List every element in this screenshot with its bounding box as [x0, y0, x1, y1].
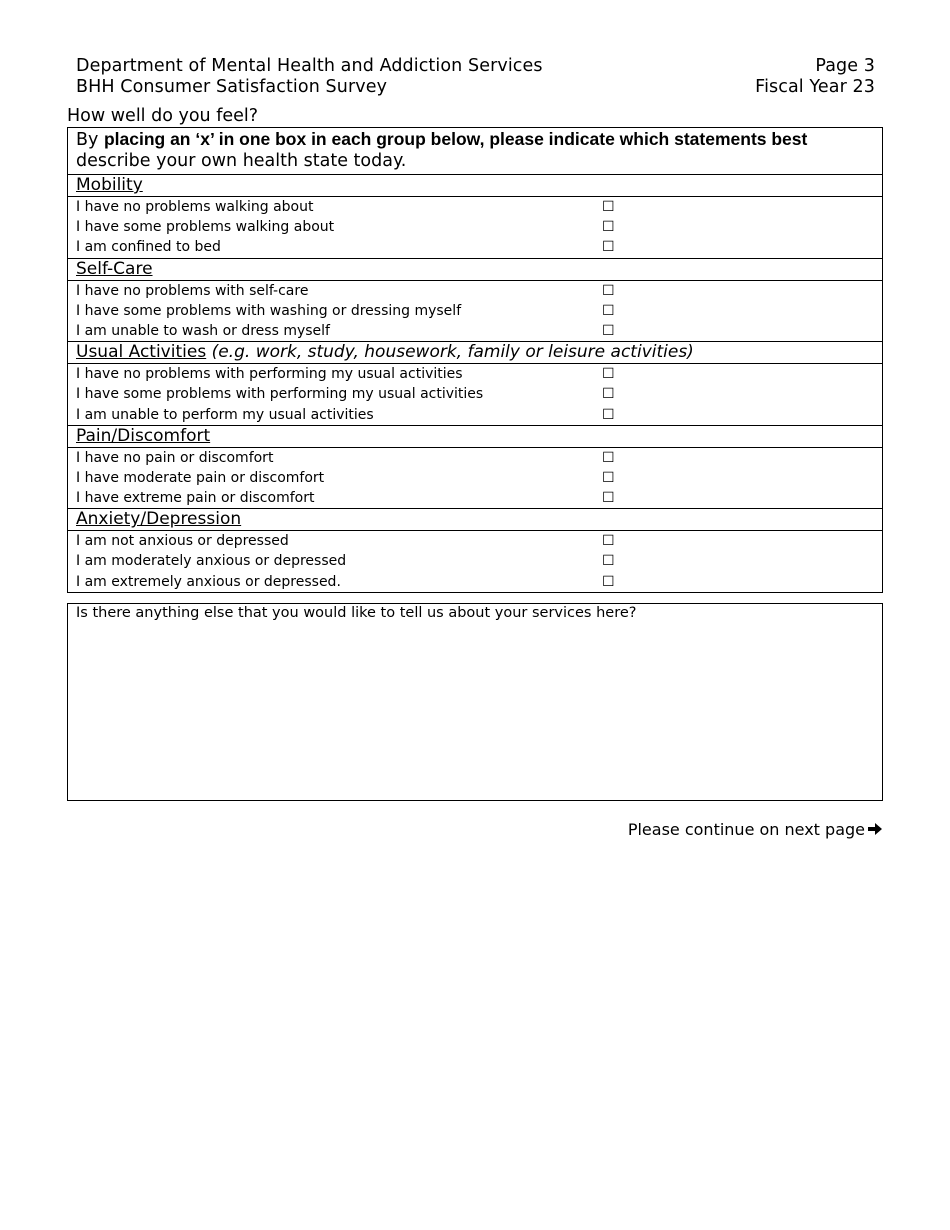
option-checkbox[interactable]: ☐	[602, 366, 615, 383]
fiscal-year: Fiscal Year 23	[755, 77, 875, 97]
option-checkbox[interactable]: ☐	[602, 406, 615, 423]
option-label: I am unable to wash or dress myself	[76, 322, 330, 339]
option-row	[68, 488, 882, 508]
comment-box[interactable]	[67, 603, 883, 801]
option-checkbox[interactable]: ☐	[602, 282, 615, 299]
dimension-header-anxiety-depression	[68, 509, 883, 531]
instructions-bold: placing an ‘x’ in one box in each group below, please indicate which statements best	[103, 129, 808, 149]
dimension-name: Anxiety/Depression	[76, 509, 242, 530]
health-state-table	[67, 127, 883, 593]
survey-name: BHH Consumer Satisfaction Survey	[76, 77, 388, 97]
option-checkbox[interactable]: ☐	[602, 219, 615, 236]
option-row	[68, 321, 882, 341]
option-checkbox[interactable]: ☐	[602, 322, 615, 339]
option-label: I have some problems walking about	[76, 219, 335, 236]
dimension-header-mobility	[68, 175, 883, 197]
option-label: I have moderate pain or discomfort	[76, 469, 325, 486]
option-checkbox[interactable]: ☐	[602, 199, 615, 215]
comment-prompt: Is there anything else that you would like to tell us about your services here?	[76, 605, 637, 621]
option-checkbox[interactable]: ☐	[602, 386, 615, 403]
option-row	[68, 551, 882, 571]
option-checkbox[interactable]: ☐	[602, 490, 615, 507]
option-row	[68, 448, 882, 468]
instructions-lead: By	[76, 130, 99, 150]
dimension-options-mobility	[68, 197, 883, 259]
option-label: I have extreme pain or discomfort	[76, 490, 315, 507]
option-label: I have no problems with performing my usual activities	[76, 366, 463, 383]
department-name: Department of Mental Health and Addiction Services	[76, 56, 543, 76]
dimension-name: Mobility	[76, 175, 143, 195]
option-checkbox[interactable]: ☐	[602, 553, 615, 570]
dimension-options-pain-discomfort	[68, 447, 883, 509]
dimension-header-pain-discomfort	[68, 425, 883, 447]
option-label: I have some problems with washing or dressing myself	[76, 302, 462, 319]
option-checkbox[interactable]: ☐	[602, 573, 615, 590]
option-checkbox[interactable]: ☐	[602, 302, 615, 319]
option-label: I am extremely anxious or depressed.	[76, 573, 341, 590]
option-row	[68, 217, 882, 237]
header-left	[76, 56, 543, 98]
option-label: I have no problems walking about	[76, 199, 314, 215]
dimension-options-self-care	[68, 280, 883, 342]
option-row	[68, 405, 882, 425]
option-label: I am moderately anxious or depressed	[76, 553, 347, 570]
option-checkbox[interactable]: ☐	[602, 533, 615, 550]
dimension-header-self-care	[68, 258, 883, 280]
continue-note	[628, 820, 883, 840]
option-label: I have no pain or discomfort	[76, 449, 274, 466]
dimension-note: (e.g. work, study, housework, family or leisure activities)	[211, 342, 694, 363]
option-row	[68, 301, 882, 321]
option-label: I have some problems with performing my usual activities	[76, 386, 484, 403]
header-right	[755, 56, 875, 98]
option-row	[68, 237, 882, 257]
option-row	[68, 197, 882, 217]
option-label: I am unable to perform my usual activities	[76, 406, 374, 423]
instructions-tail: describe your own health state today.	[76, 151, 407, 171]
option-checkbox[interactable]: ☐	[602, 449, 615, 466]
dimension-header-usual-activities	[68, 342, 883, 364]
option-row	[68, 468, 882, 488]
dimension-name: Self-Care	[76, 258, 153, 279]
option-label: I have no problems with self-care	[76, 282, 309, 299]
instructions	[68, 128, 883, 175]
option-label: I am not anxious or depressed	[76, 533, 289, 550]
dimension-options-anxiety-depression	[68, 531, 883, 593]
option-row	[68, 572, 882, 592]
option-row	[68, 531, 882, 551]
continue-text: Please continue on next page	[627, 820, 865, 839]
option-row	[68, 384, 882, 404]
dimension-options-usual-activities	[68, 364, 883, 426]
page-number: Page 3	[815, 56, 875, 76]
dimension-name: Pain/Discomfort	[76, 425, 211, 446]
option-label: I am confined to bed	[76, 239, 221, 256]
arrow-right-icon	[868, 822, 883, 836]
option-row	[68, 364, 882, 384]
section-question: How well do you feel?	[67, 106, 259, 126]
option-checkbox[interactable]: ☐	[602, 239, 615, 256]
dimension-name: Usual Activities	[76, 342, 207, 363]
option-row	[68, 281, 882, 301]
option-checkbox[interactable]: ☐	[602, 469, 615, 486]
